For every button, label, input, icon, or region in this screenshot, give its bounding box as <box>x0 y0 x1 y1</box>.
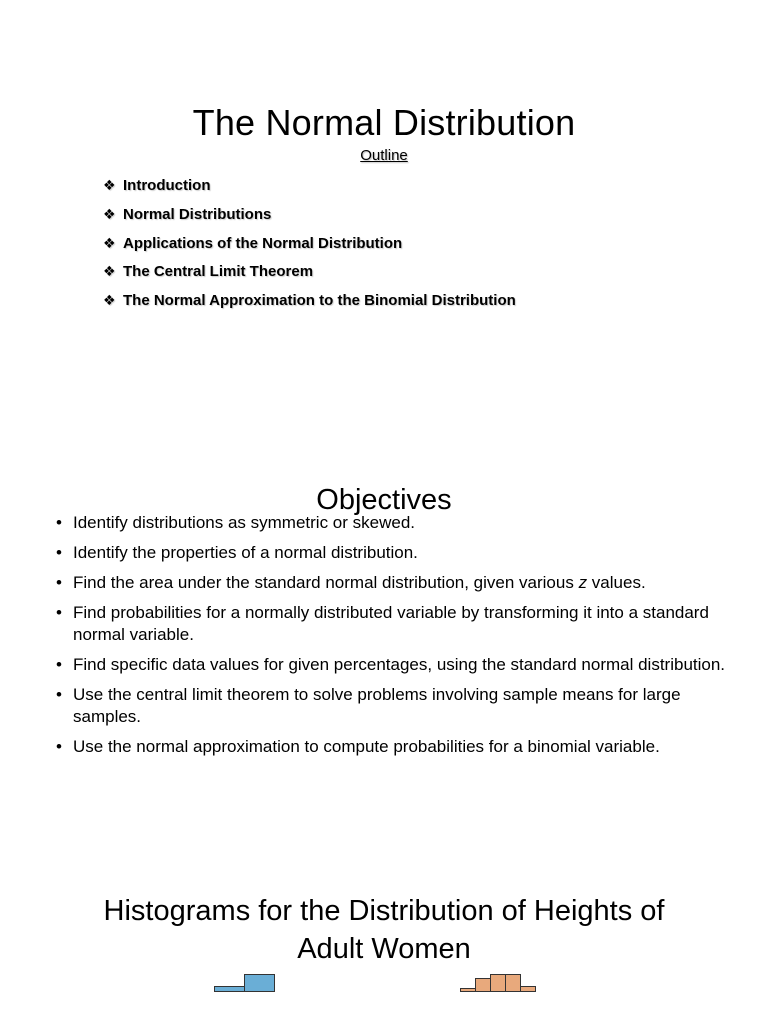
objective-item: • Use the normal approximation to compute probabilities for a binomial variable. <box>56 737 660 756</box>
objective-item: • Find specific data values for given percentages, using the standard normal distribution. <box>56 655 726 674</box>
outline-heading: Outline <box>360 147 408 164</box>
histogram-bar <box>244 974 275 992</box>
bullet-icon: • <box>56 513 62 532</box>
histogram-bar <box>490 974 506 992</box>
title-line-1: Histograms for the Distribution of Heights of <box>103 895 665 927</box>
diamond-bullet-icon: ❖ <box>103 292 116 309</box>
outline-list <box>103 175 516 319</box>
diamond-bullet-icon: ❖ <box>103 205 116 222</box>
histogram-bar <box>214 986 245 992</box>
slide-title: The Normal Distribution <box>192 102 576 144</box>
objective-item: • Identify the properties of a normal distribution. <box>56 543 418 562</box>
diamond-bullet-icon: ❖ <box>103 263 116 280</box>
outline-item: ❖ Applications of the Normal Distribution <box>103 234 403 252</box>
slide-histograms <box>0 880 768 1024</box>
bullet-icon: • <box>56 603 62 622</box>
bullet-icon: • <box>56 573 62 592</box>
histogram-bar <box>475 978 491 992</box>
bullet-icon: • <box>56 685 62 704</box>
bullet-icon: • <box>56 737 62 756</box>
bullet-icon: • <box>56 655 62 674</box>
outline-item: ❖ The Normal Approximation to the Binomial Distribution <box>103 292 516 310</box>
objective-item: • Find probabilities for a normally distributed variable by transforming it into a standard normal variable. <box>56 603 709 644</box>
outline-item: ❖ The Central Limit Theorem <box>103 263 314 281</box>
slide-title: Objectives <box>316 484 452 517</box>
histogram-bar <box>460 988 476 992</box>
slide-title <box>0 892 768 968</box>
slide-outline <box>0 0 768 400</box>
outline-item: ❖ Introduction <box>103 177 211 194</box>
slide-objectives <box>0 440 768 840</box>
objectives-list <box>56 512 746 766</box>
objective-item: • Identify distributions as symmetric or skewed. <box>56 513 416 532</box>
objective-item: • Find the area under the standard normal distribution, given various z values. <box>56 573 646 592</box>
histogram-bar <box>505 974 521 992</box>
objective-item: • Use the central limit theorem to solve problems involving sample means for large samples. <box>56 685 681 726</box>
outline-item: ❖ Normal Distributions <box>103 205 272 223</box>
diamond-bullet-icon: ❖ <box>103 177 116 193</box>
bullet-icon: • <box>56 543 62 562</box>
histogram-bar <box>520 986 536 992</box>
diamond-bullet-icon: ❖ <box>103 234 116 251</box>
title-line-2: Adult Women <box>297 933 471 965</box>
